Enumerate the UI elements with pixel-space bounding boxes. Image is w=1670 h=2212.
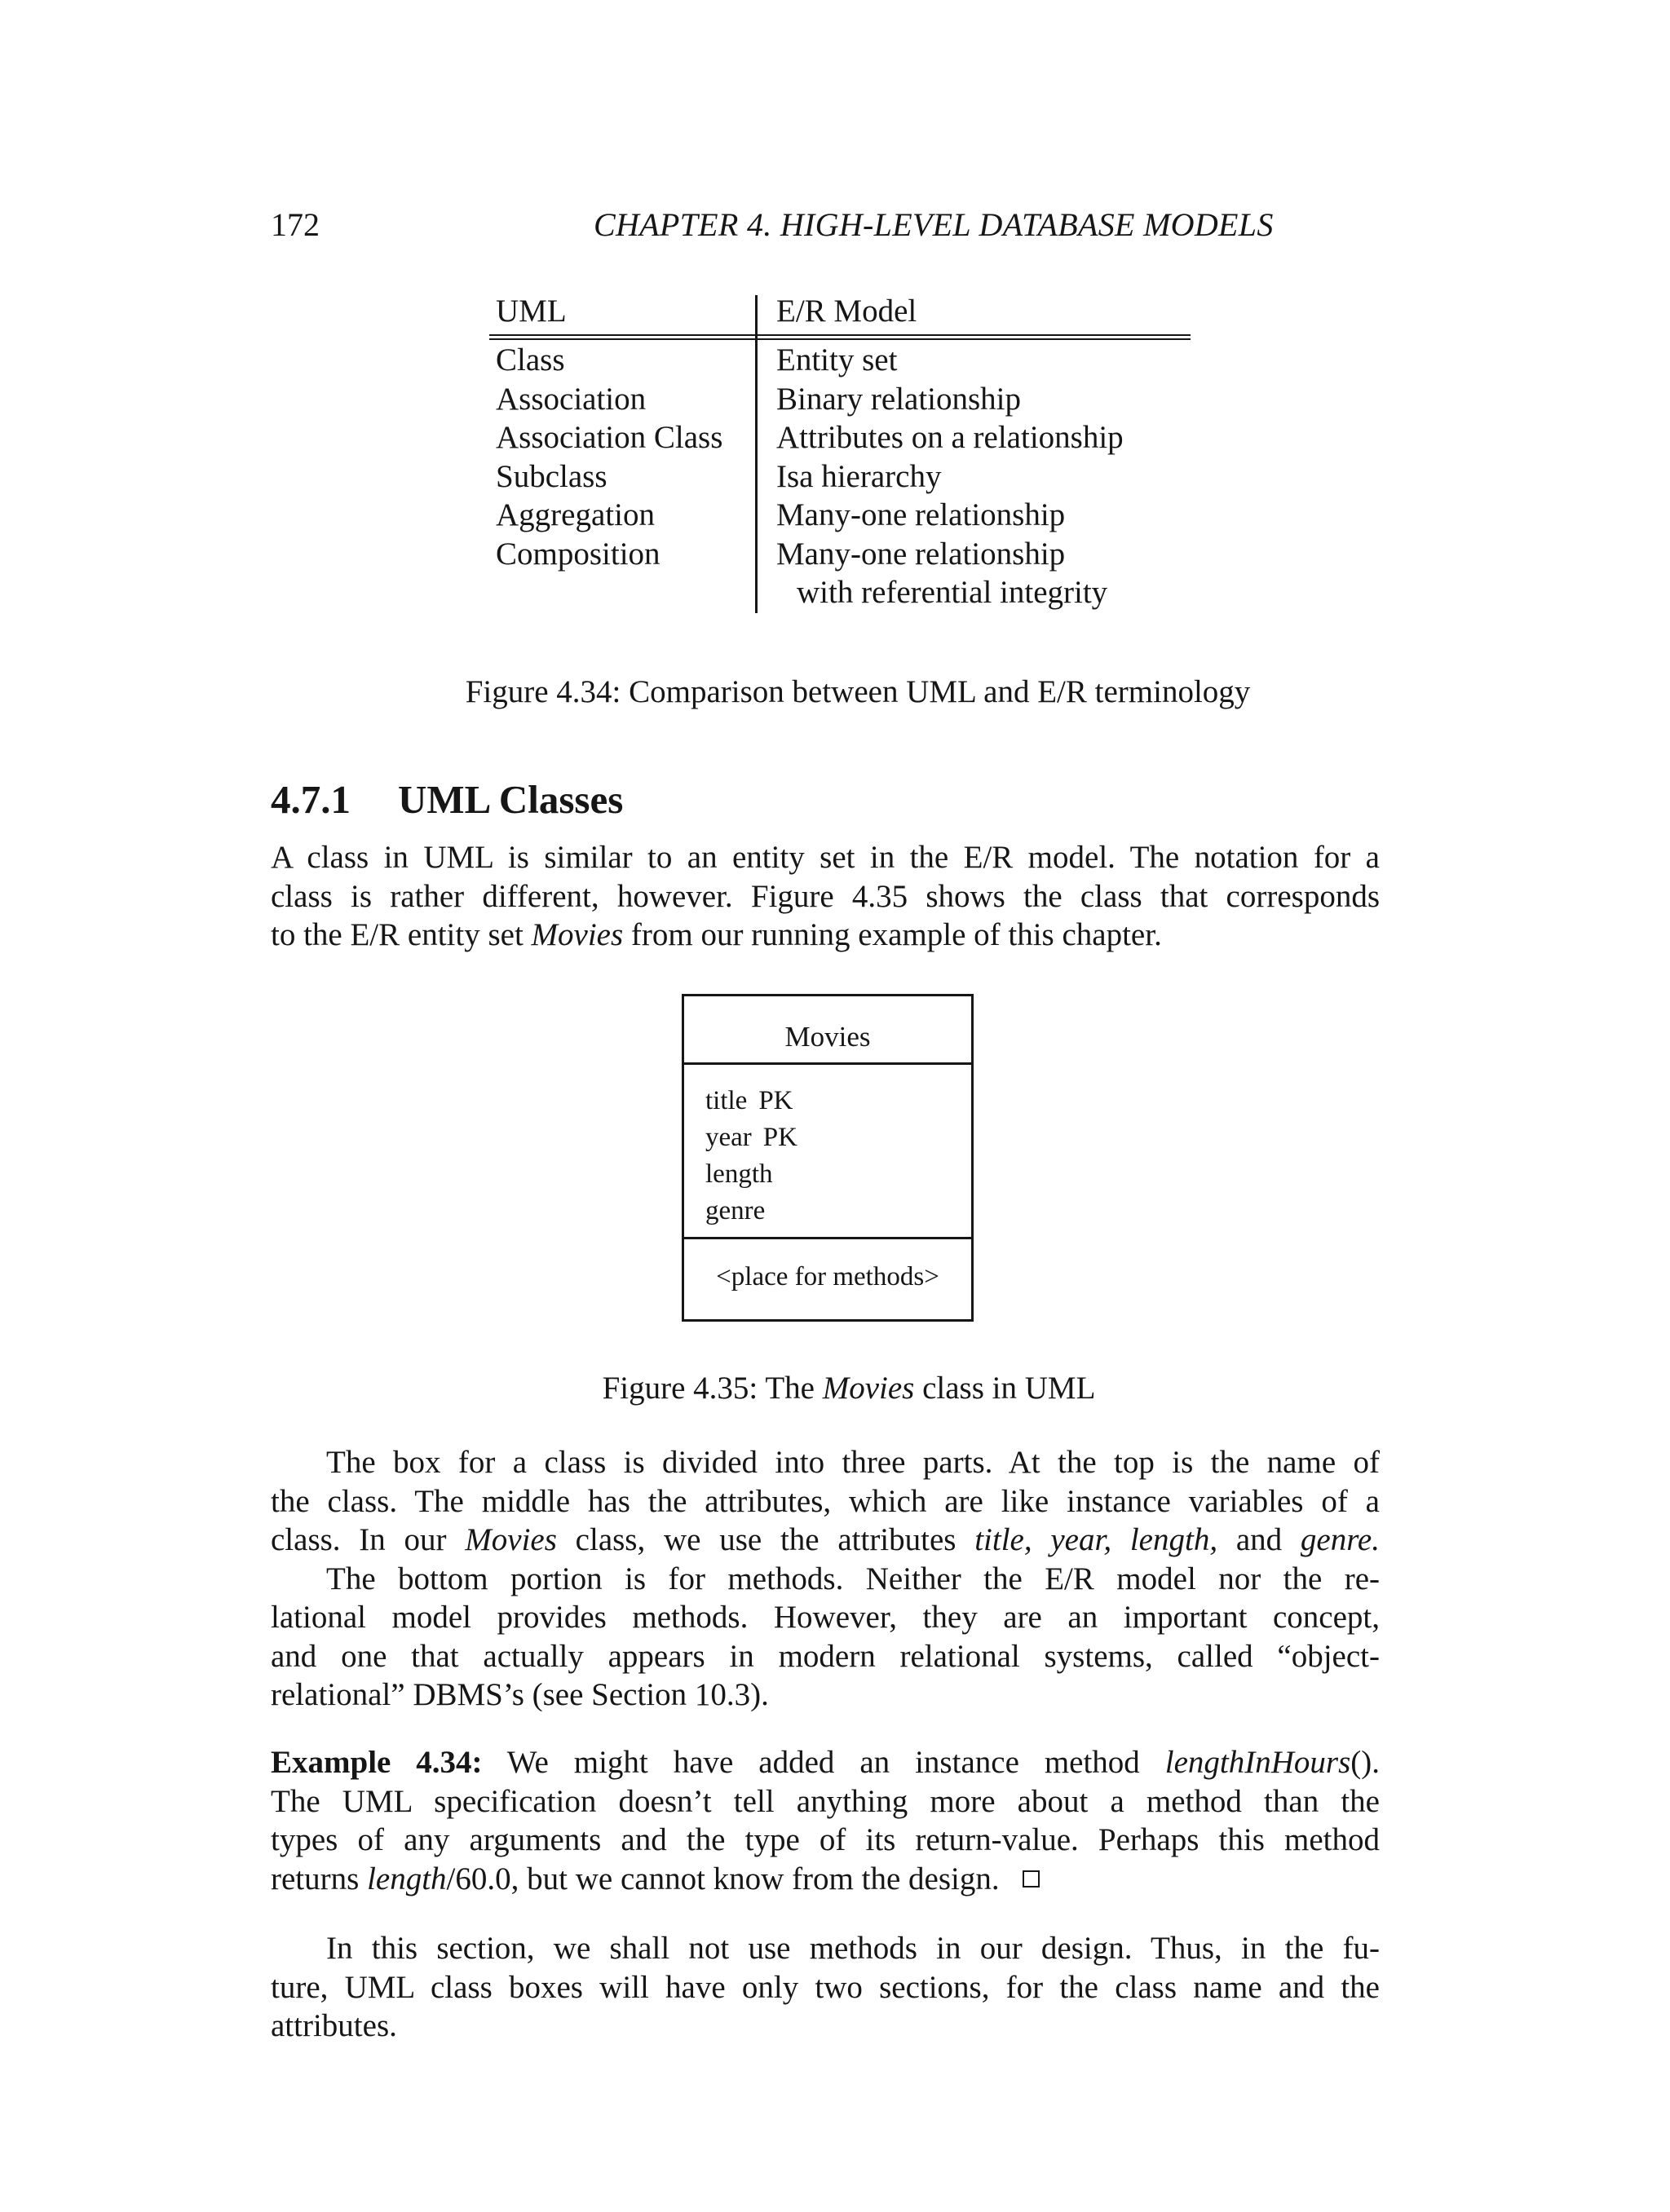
uml-class-attributes [705,1083,797,1230]
table-cell-er: Binary relationship [776,381,1022,417]
uml-attribute: year PK [705,1119,797,1156]
text-line: types of any arguments and the type of its return-value. Perhaps this method [271,1822,1380,1857]
section-title: UML Classes [398,777,624,822]
figure-434-caption: Figure 4.34: Comparison between UML and E/R terminology [465,674,1251,709]
table-cell-er: Isa hierarchy [776,458,942,494]
table-cell-uml: Composition [496,536,660,572]
text-line: A class in UML is similar to an entity set in the E/R model. The notation for a [271,840,1380,875]
text-line: and one that actually appears in modern relational systems, called “object- [271,1638,1380,1674]
uml-attribute: title PK [705,1083,797,1119]
uml-class-divider [684,1062,971,1065]
running-head: CHAPTER 4. HIGH-LEVEL DATABASE MODELS [594,206,1274,243]
text-line: The UML specification doesn’t tell anything more about a method than the [271,1783,1380,1819]
section-number: 4.7.1 [271,777,351,822]
uml-attribute: length [705,1159,773,1189]
paragraph-class-parts [271,1443,1380,1715]
paragraph-intro [271,838,1380,955]
paragraph-example-434 [271,1743,1380,1898]
text-line: class is rather different, however. Figure 4.35 shows the class that corresponds [271,878,1380,914]
section-heading [271,776,623,823]
comparison-table [489,292,1191,612]
text-line: class. In our Movies class, we use the attributes title, year, length, and genre. [271,1522,1380,1557]
page-number: 172 [271,206,320,243]
text-line: lational model provides methods. However, they are an important concept, [271,1600,1380,1635]
text-line: to the E/R entity set Movies from our running example of this chapter. [271,917,1162,952]
example-label: Example 4.34: [271,1745,483,1780]
uml-class-name: Movies [784,1021,871,1053]
table-column-uml [496,292,722,573]
table-header-uml: UML [496,294,567,329]
primary-key-marker: PK [758,1086,793,1115]
text-line: returns length/60.0, but we cannot know from the design. [271,1860,1380,1899]
table-cell-er: Many-one relationship [776,536,1066,572]
emphasis-movies: Movies [531,917,624,952]
table-column-divider [755,295,758,613]
text-line: The box for a class is divided into three parts. At the top is the name of [326,1445,1380,1480]
table-cell-er: Entity set [776,342,898,377]
text-line: the class. The middle has the attributes, which are like instance variables of a [271,1483,1380,1519]
paragraph-closing [271,1929,1380,2046]
uml-class-box [682,994,974,1322]
figure-435-caption: Figure 4.35: The Movies class in UML [602,1371,1096,1406]
table-cell-uml: Association [496,381,647,417]
table-cell-uml: Association Class [496,420,723,455]
uml-attribute: genre [705,1196,766,1225]
table-cell-er: Attributes on a relationship [776,420,1124,455]
primary-key-marker: PK [762,1123,797,1152]
text-line: Example 4.34: We might have added an instance method lengthInHours(). [271,1745,1380,1780]
text-line: In this section, we shall not use methods in our design. Thus, in the fu- [326,1931,1380,1966]
table-column-er [776,292,1124,612]
table-cell-er: Many-one relationship [776,497,1066,532]
text-line: The bottom portion is for methods. Neither the E/R model nor the re- [326,1561,1380,1596]
text-line: ture, UML class boxes will have only two sections, for the class name and the [271,1969,1380,2005]
table-cell-er: with referential integrity [797,575,1108,610]
end-of-example-icon [1023,1870,1040,1887]
table-cell-uml: Class [496,342,565,377]
text-line: attributes. [271,2008,397,2043]
uml-class-methods: <place for methods> [716,1262,939,1291]
table-cell-uml: Aggregation [496,497,655,532]
table-header-er: E/R Model [776,294,917,329]
table-cell-uml: Subclass [496,458,607,494]
text-line: relational” DBMS’s (see Section 10.3). [271,1677,769,1712]
uml-class-divider [684,1237,971,1239]
